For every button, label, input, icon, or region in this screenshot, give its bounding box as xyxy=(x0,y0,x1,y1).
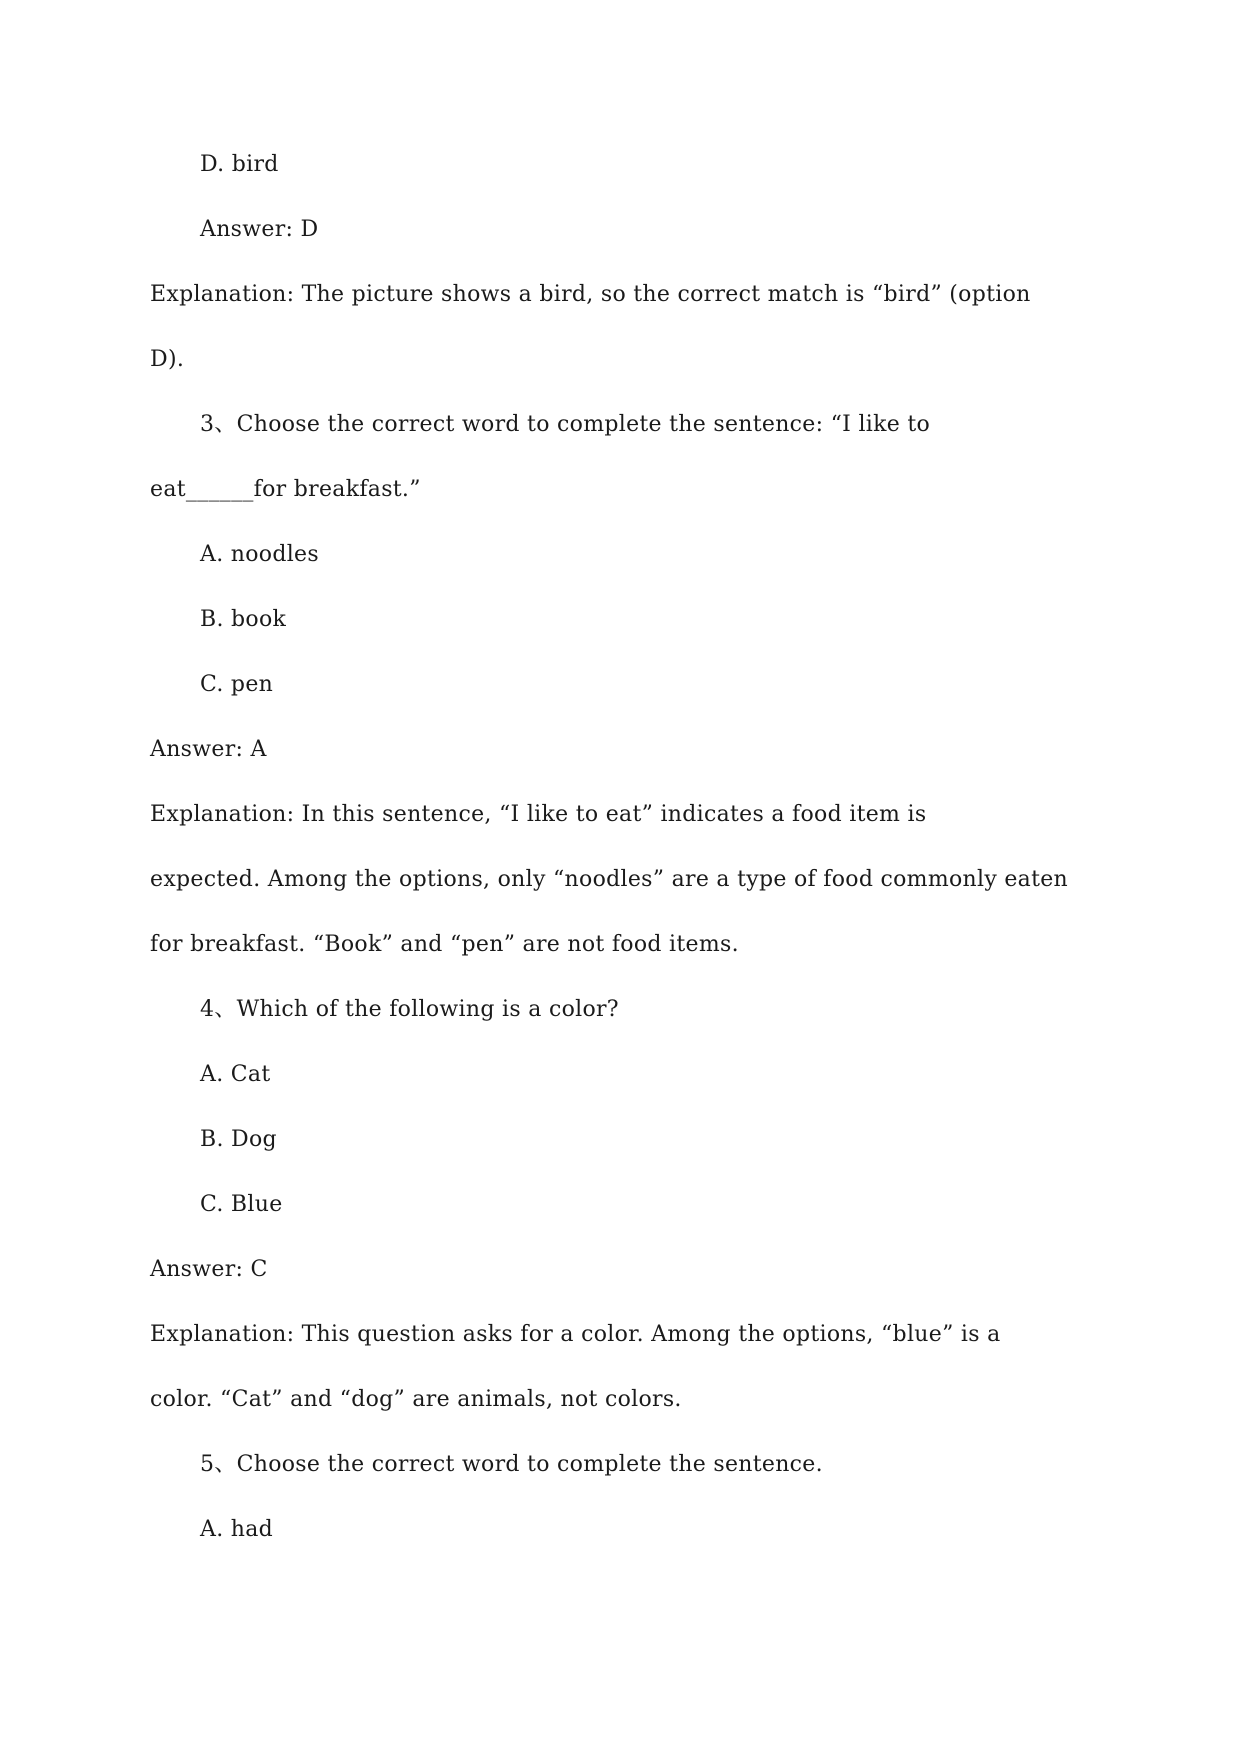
explanation-q3-end: for breakfast. “Book” and “pen” are not food items. xyxy=(150,932,739,957)
q4-option-b: B. Dog xyxy=(200,1127,277,1152)
explanation-q4: Explanation: This question asks for a color. Among the options, “blue” is a xyxy=(150,1322,1001,1347)
explanation-q2: Explanation: The picture shows a bird, so the correct match is “bird” (option xyxy=(150,282,1031,307)
question-5: 5、Choose the correct word to complete the sentence. xyxy=(200,1452,823,1477)
option-d-bird: D. bird xyxy=(200,152,279,177)
document-body xyxy=(150,132,1090,1562)
q4-option-a: A. Cat xyxy=(200,1062,271,1087)
q4-option-c: C. Blue xyxy=(200,1192,283,1217)
q5-option-a: A. had xyxy=(200,1517,274,1542)
explanation-q4-cont: color. “Cat” and “dog” are animals, not colors. xyxy=(150,1387,682,1412)
q3-option-b: B. book xyxy=(200,607,287,632)
explanation-q2-cont: D). xyxy=(150,347,185,372)
answer-q2: Answer: D xyxy=(200,217,319,242)
answer-q3: Answer: A xyxy=(150,737,267,762)
question-4: 4、Which of the following is a color? xyxy=(200,997,619,1022)
question-3: 3、Choose the correct word to complete the sentence: “I like to xyxy=(200,412,931,437)
explanation-q3-cont: expected. Among the options, only “noodles” are a type of food commonly eaten xyxy=(150,867,1069,892)
answer-q4: Answer: C xyxy=(150,1257,268,1282)
question-3-cont: eat______for breakfast.” xyxy=(150,477,421,502)
explanation-q3: Explanation: In this sentence, “I like to eat” indicates a food item is xyxy=(150,802,927,827)
q3-option-c: C. pen xyxy=(200,672,274,697)
q3-option-a: A. noodles xyxy=(200,542,319,567)
